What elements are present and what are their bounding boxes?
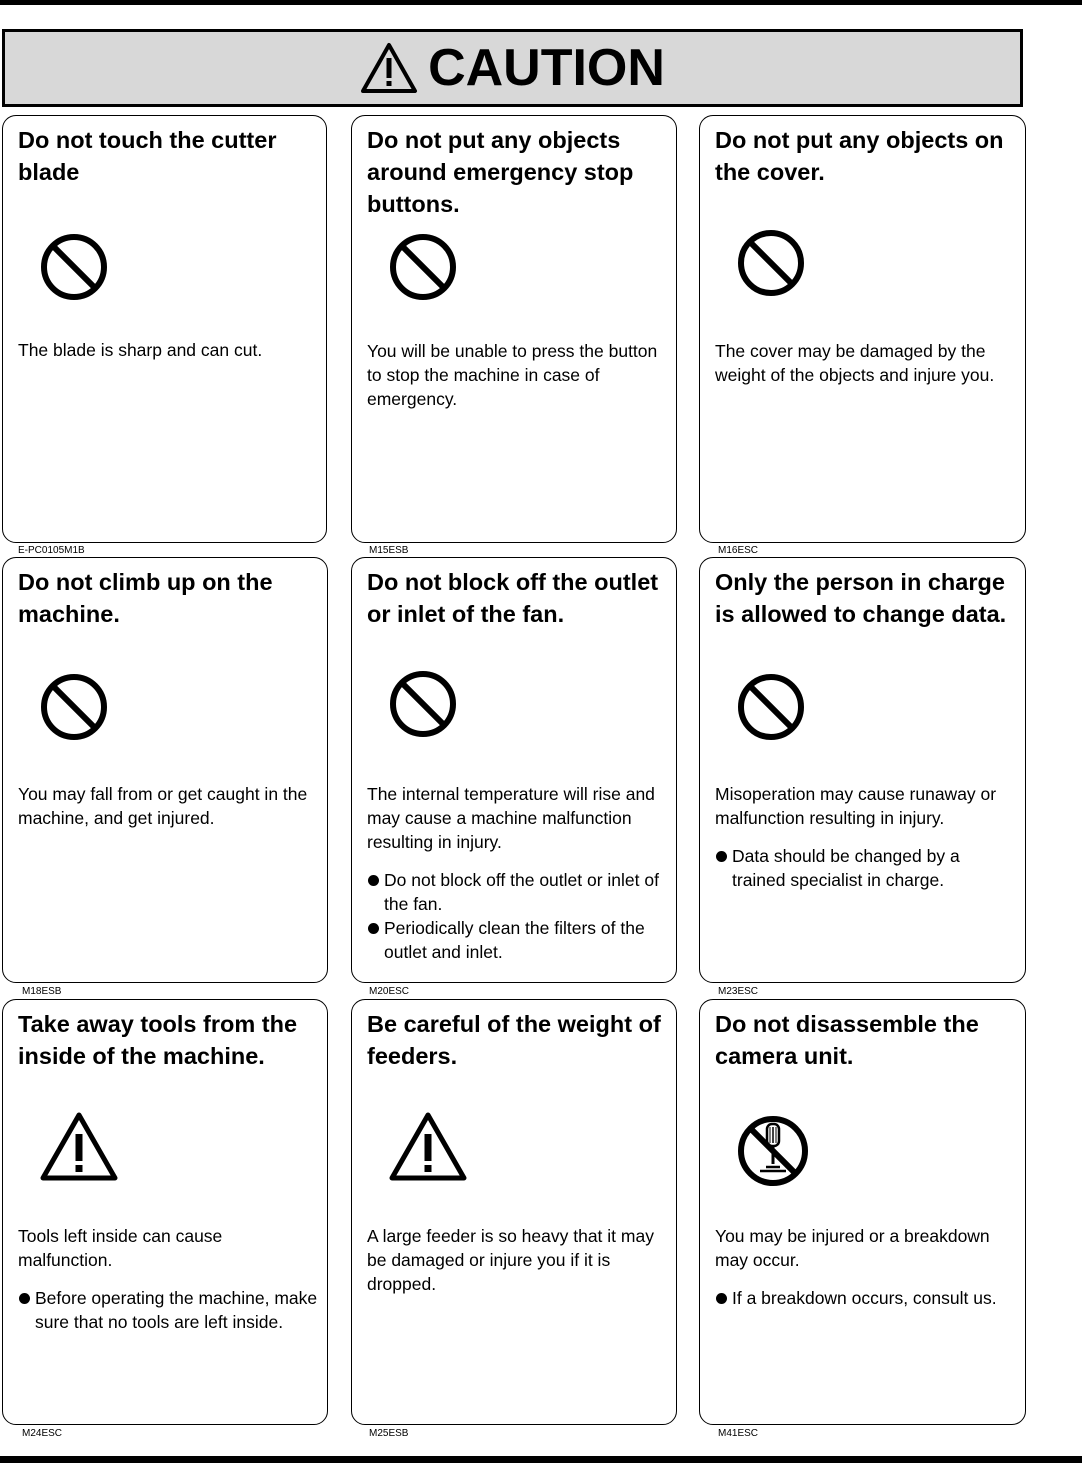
card-description: Misoperation may cause runaway or malfunction resulting in injury. [715,784,997,828]
card-description: You may be injured or a breakdown may occur. [715,1226,990,1270]
card-code: M16ESC [718,545,759,556]
prohibition-icon [39,232,109,302]
prohibition-icon [388,232,458,302]
card-description: You may fall from or get caught in the machine, and get injured. [18,784,308,828]
card-title: Do not climb up on the machine. [18,569,273,627]
card-title: Do not touch the cutter blade [18,127,277,185]
card-description: The cover may be damaged by the weight of the objects and injure you. [715,341,995,385]
card-code: E-PC0105M1B [18,545,85,556]
warning-triangle-icon [388,1110,468,1182]
card-code: M41ESC [718,1428,759,1439]
warning-triangle-icon [360,42,418,94]
card-description: The internal temperature will rise and may cause a machine malfunction resulting in injury. [367,784,655,852]
card-code: M18ESB [22,986,62,997]
prohibition-icon [736,672,806,742]
caution-card-cutter-blade [2,115,327,543]
card-description: A large feeder is so heavy that it may be damaged or injure you if it is dropped. [367,1226,654,1294]
card-bullet: If a breakdown occurs, consult us. [715,1286,1017,1310]
prohibition-icon [39,672,109,742]
top-rule [0,0,1082,5]
caution-card-change-data [699,557,1026,983]
caution-card-tools [2,999,328,1425]
card-code: M15ESB [369,545,409,556]
caution-card-fan [351,557,677,983]
card-title: Only the person in charge is allowed to change data. [715,569,1007,627]
caution-card-climb [2,557,328,983]
bottom-rule [0,1456,1082,1463]
card-bullet-list [715,844,1017,892]
card-title: Do not block off the outlet or inlet of the fan. [367,569,659,627]
card-code: M24ESC [22,1428,63,1439]
prohibition-icon [736,228,806,298]
prohibition-icon [388,669,458,739]
card-title: Do not put any objects on the cover. [715,127,1004,185]
card-bullet-list [367,868,668,964]
card-code: M20ESC [369,986,410,997]
banner-title: CAUTION [428,39,665,97]
no-disassembly-icon [736,1114,810,1188]
card-code: M25ESB [369,1428,409,1439]
card-bullet: Before operating the machine, make sure that no tools are left inside. [18,1286,319,1334]
card-title: Take away tools from the inside of the machine. [18,1011,298,1069]
card-code: M23ESC [718,986,759,997]
card-bullet: Do not block off the outlet or inlet of the fan. [367,868,668,916]
caution-card-emergency-stop [351,115,677,543]
card-description: The blade is sharp and can cut. [18,340,263,360]
card-description: You will be unable to press the button to stop the machine in case of emergency. [367,341,658,409]
caution-card-feeders [351,999,677,1425]
card-description: Tools left inside can cause malfunction. [18,1226,223,1270]
card-bullet-list [18,1286,319,1334]
card-title: Be careful of the weight of feeders. [367,1011,661,1069]
card-bullet-list [715,1286,1017,1310]
card-bullet: Periodically clean the filters of the outlet and inlet. [367,916,668,964]
caution-banner [2,29,1023,107]
card-title: Do not put any objects around emergency stop buttons. [367,127,634,217]
caution-card-cover [699,115,1026,543]
caution-card-camera [699,999,1026,1425]
card-bullet: Data should be changed by a trained specialist in charge. [715,844,1017,892]
card-title: Do not disassemble the camera unit. [715,1011,979,1069]
warning-triangle-icon [39,1110,119,1182]
